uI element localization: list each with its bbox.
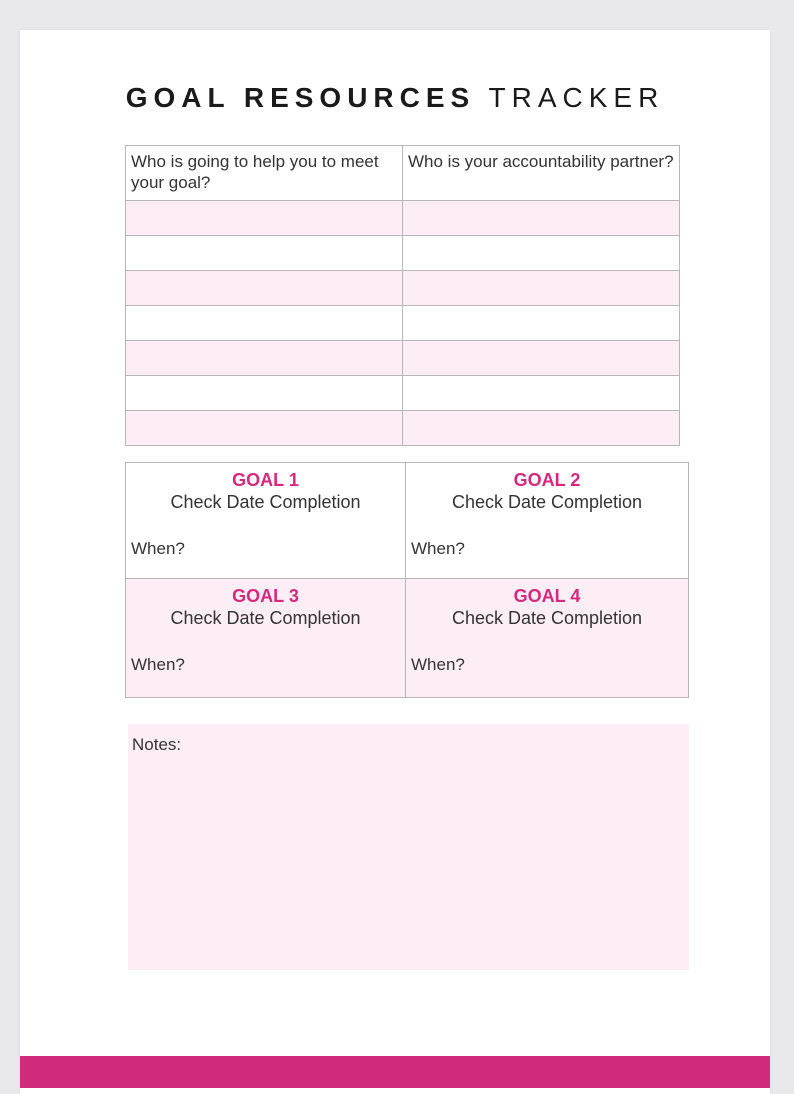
table-cell[interactable]	[403, 306, 680, 341]
helper-column-header: Who is going to help you to meet your goal?	[126, 146, 403, 201]
goal-card-3[interactable]	[126, 579, 406, 697]
table-cell[interactable]	[403, 341, 680, 376]
table-cell[interactable]	[126, 271, 403, 306]
planner-page	[20, 30, 770, 1094]
table-cell[interactable]	[403, 201, 680, 236]
table-cell[interactable]	[126, 341, 403, 376]
goal-when-label: When?	[131, 539, 185, 558]
table-cell[interactable]	[126, 411, 403, 446]
title-bold: GOAL RESOURCES	[125, 82, 476, 113]
footer-accent-bar	[20, 1056, 770, 1088]
goal-card-2[interactable]	[406, 463, 688, 579]
table-cell[interactable]	[126, 376, 403, 411]
goal-subtitle: Check Date Completion	[170, 608, 361, 628]
table-cell[interactable]	[126, 236, 403, 271]
table-cell[interactable]	[403, 271, 680, 306]
helpers-table	[125, 145, 680, 446]
table-cell[interactable]	[403, 411, 680, 446]
table-row	[126, 271, 680, 306]
table-row	[126, 376, 680, 411]
table-cell[interactable]	[403, 236, 680, 271]
goal-when-label: When?	[411, 655, 465, 674]
goal-card-4[interactable]	[406, 579, 688, 697]
table-cell[interactable]	[126, 306, 403, 341]
goal-when-label: When?	[131, 655, 185, 674]
page-title	[20, 82, 770, 114]
table-row	[126, 236, 680, 271]
title-light: TRACKER	[488, 82, 665, 113]
table-row	[126, 306, 680, 341]
goal-title: GOAL 1	[232, 470, 299, 490]
notes-label: Notes:	[132, 735, 182, 754]
goal-when-label: When?	[411, 539, 465, 558]
table-row	[126, 201, 680, 236]
goal-subtitle: Check Date Completion	[451, 492, 643, 512]
table-row	[126, 411, 680, 446]
partner-column-header: Who is your accountability partner?	[403, 146, 680, 201]
table-cell[interactable]	[403, 376, 680, 411]
table-cell[interactable]	[126, 201, 403, 236]
table-row	[126, 341, 680, 376]
goal-card-1[interactable]	[126, 463, 406, 579]
goals-grid	[125, 462, 689, 698]
goal-title: GOAL 4	[513, 586, 581, 606]
goal-title: GOAL 2	[513, 470, 581, 490]
notes-area[interactable]	[128, 724, 689, 970]
goal-subtitle: Check Date Completion	[451, 608, 643, 628]
goal-subtitle: Check Date Completion	[170, 492, 361, 512]
goal-title: GOAL 3	[232, 586, 299, 606]
